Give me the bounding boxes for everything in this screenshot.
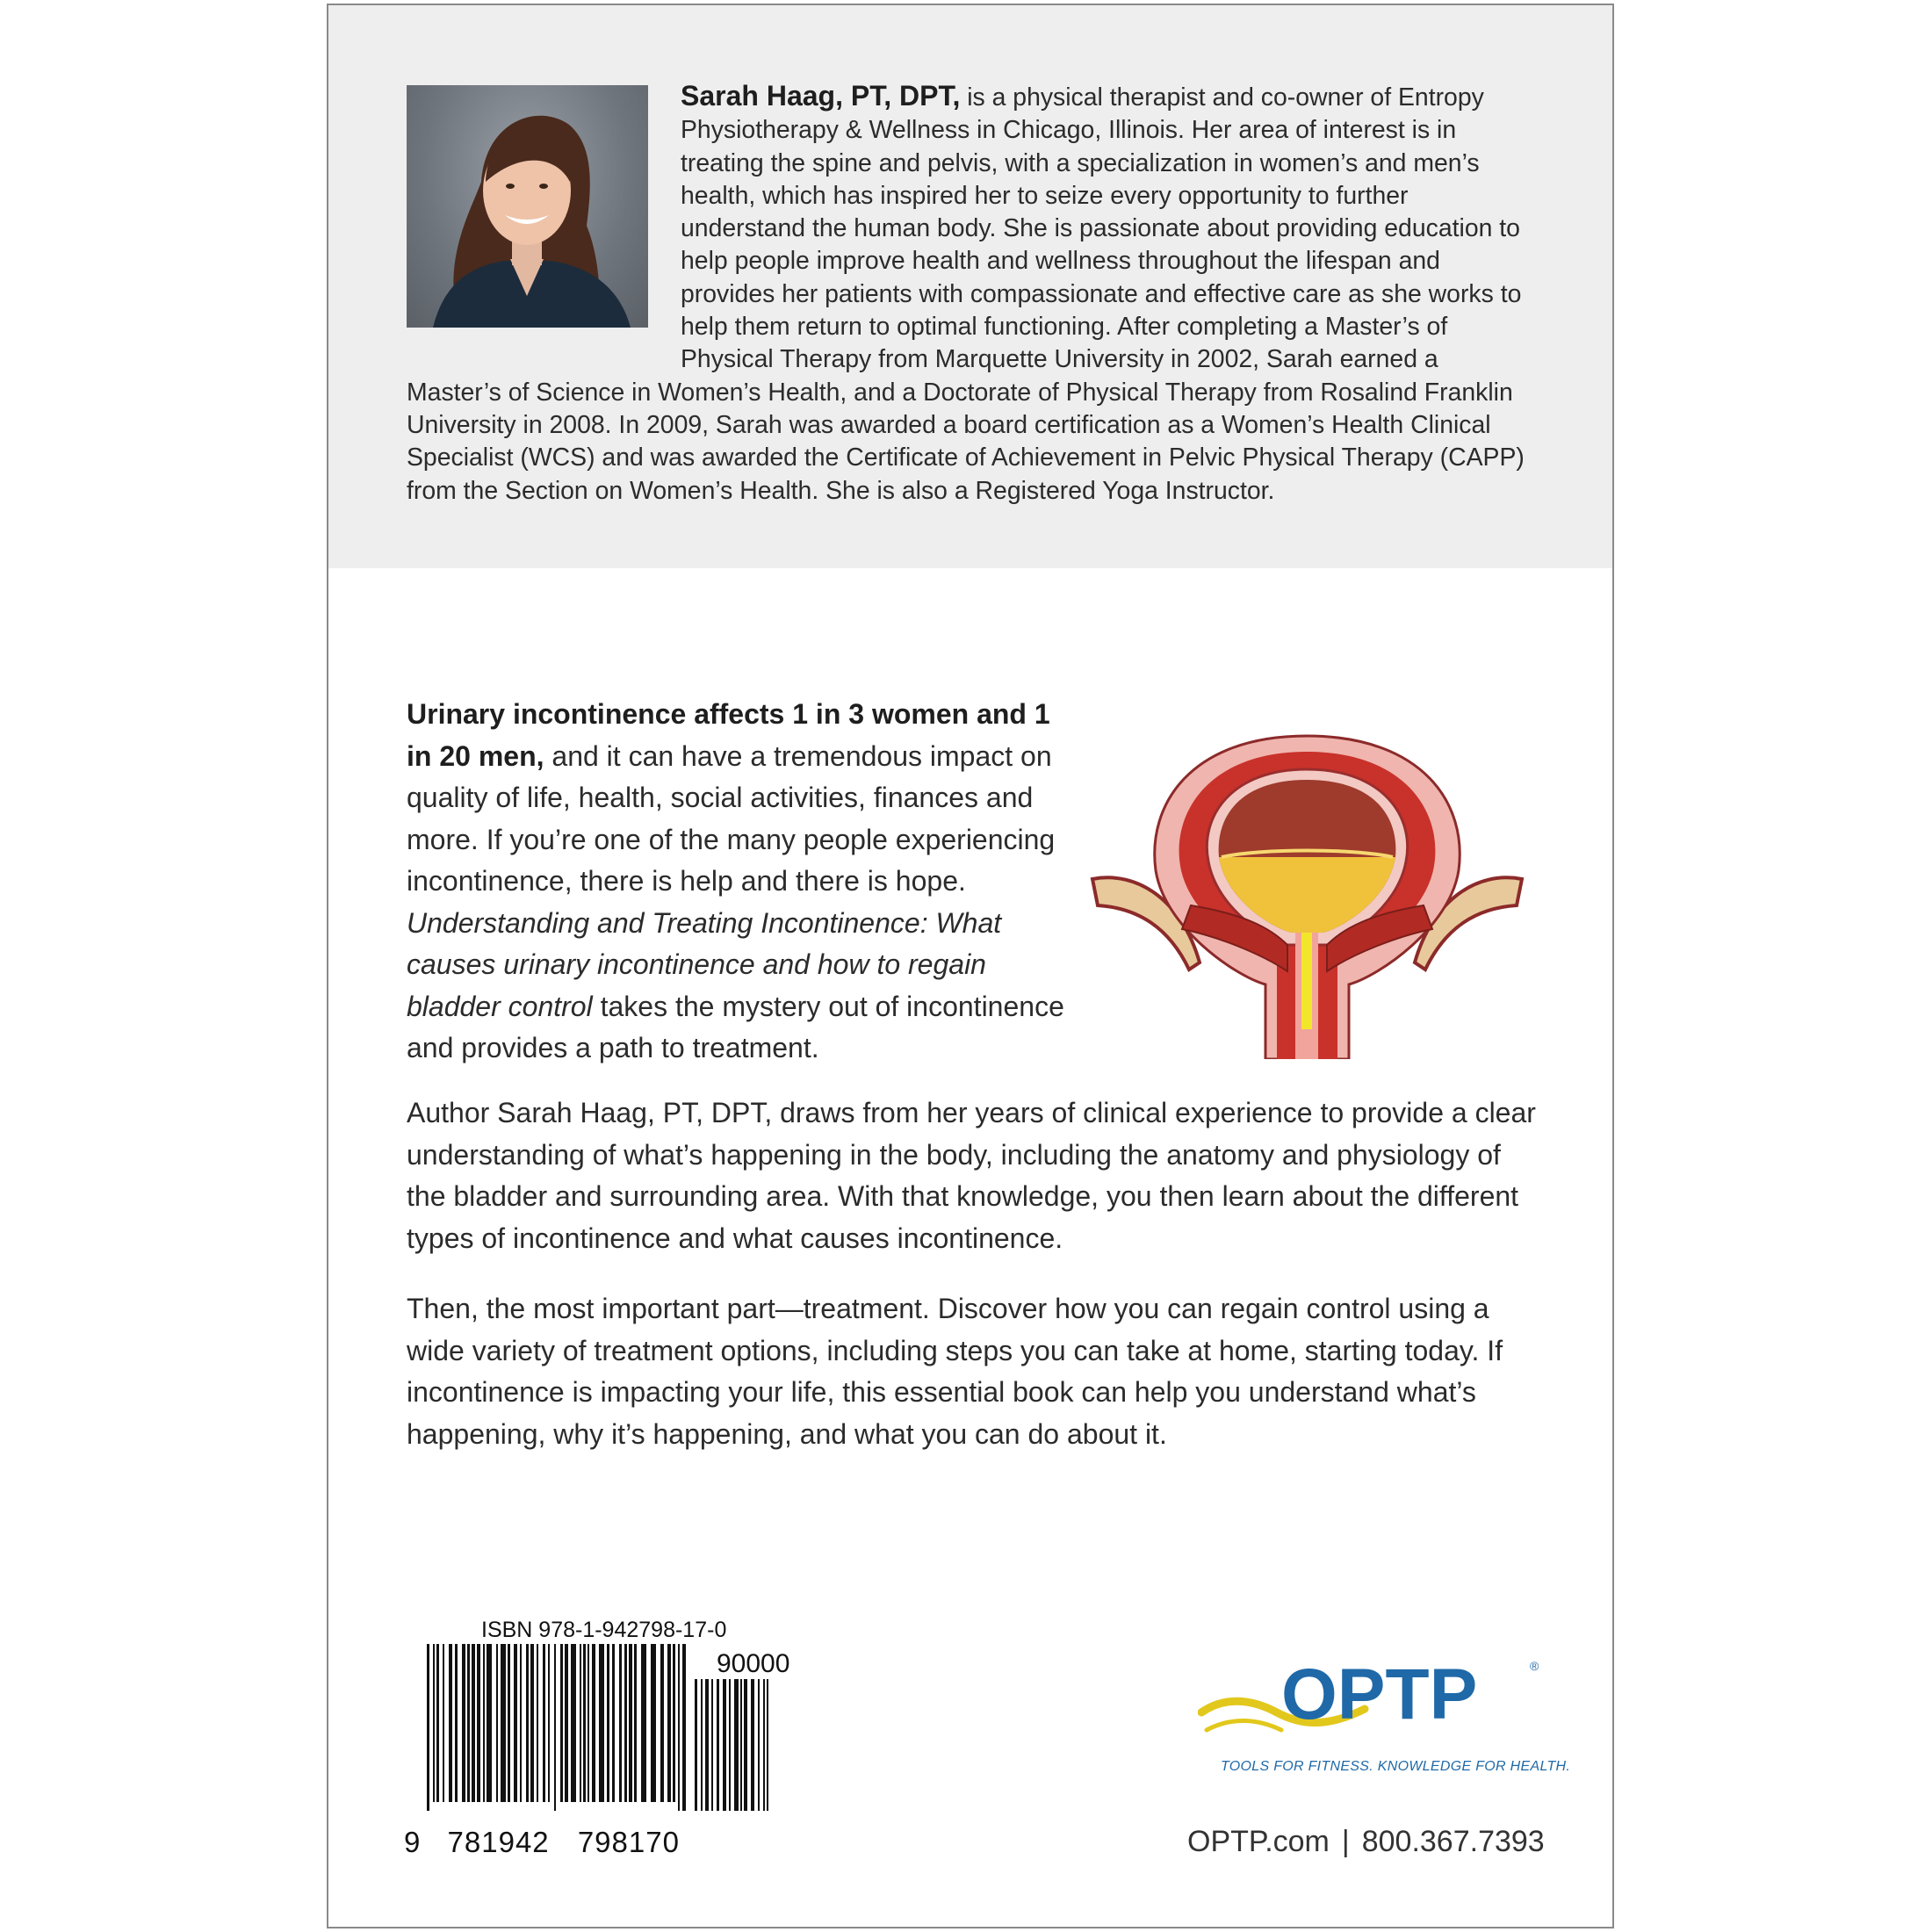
barcode-bar bbox=[695, 1679, 697, 1811]
description-paragraph: Author Sarah Haag, PT, DPT, draws from her years of clinical experience to provide a clear understanding of what’s happening in the body, including the anatomy and physiology of the bladder and surrounding area. With that knowledge, you then learn about the different types of incontinence and what causes incontinence. bbox=[407, 1097, 1536, 1254]
author-name: Sarah Haag, PT, DPT, bbox=[681, 80, 961, 112]
barcode-bar bbox=[565, 1644, 568, 1802]
barcode-bar bbox=[508, 1644, 510, 1802]
barcode-bar bbox=[520, 1644, 522, 1802]
bladder-illustration bbox=[1085, 725, 1529, 1059]
barcode-bar bbox=[477, 1644, 480, 1802]
barcode-bar bbox=[592, 1644, 595, 1802]
barcode-bar bbox=[496, 1644, 498, 1802]
barcode-bar bbox=[580, 1644, 581, 1802]
barcode-bar bbox=[701, 1679, 703, 1811]
author-bio bbox=[407, 80, 1539, 508]
description-paragraph: Then, the most important part—treatment. Discover how you can regain control using a wide variety of treatment options, including steps you can take at home, starting today. If incontinence is impacting your life, this essential book can help you understand what’s happening, why it’s happening, and what you can do about it. bbox=[407, 1293, 1503, 1450]
barcode-bar bbox=[571, 1644, 576, 1802]
book-title: Understanding and Treating Incontinence: What causes urinary incontinence and how to regain bladder control bbox=[407, 906, 1002, 1022]
barcode-bar bbox=[734, 1679, 739, 1811]
contact-separator: | bbox=[1341, 1825, 1350, 1858]
barcode-bar bbox=[433, 1644, 435, 1802]
barcode-bar bbox=[501, 1644, 506, 1802]
barcode-bar bbox=[660, 1644, 664, 1802]
barcode-digit-group-2: 798170 bbox=[577, 1826, 680, 1858]
barcode-bar bbox=[548, 1644, 550, 1802]
barcode-bar bbox=[543, 1644, 545, 1802]
barcode-bar bbox=[599, 1644, 604, 1802]
barcode-bar bbox=[449, 1644, 452, 1802]
barcode-bar bbox=[624, 1644, 627, 1802]
barcode-digits bbox=[404, 1826, 680, 1859]
barcode-bar bbox=[744, 1679, 747, 1811]
barcode-bar bbox=[455, 1644, 458, 1802]
barcode-bar bbox=[729, 1679, 731, 1811]
author-bio-text: is a physical therapist and co-owner of Entropy Physiotherapy & Wellness in Chicago, Illinois. Her area of interest is in treating the spine and pelvis, with a specialization in women’s and men’s health, which has inspired her to seize every opportunity to further understand the human body. She is passionate about providing education to help people improve health and wellness throughout the lifespan and provides her patients with compassionate and effective care as she works to help them return to optimal functioning. After completing a Master’s of Physical Therapy from Marquette University in 2002, Sarah earned a Master’s of Science in Women’s Health, and a Doctorate of Physical Therapy from Rosalind Franklin University in 2008. In 2009, Sarah was awarded a board certification as a Women’s Health Clinical Specialist (WCS) and was awarded the Certificate of Achievement in Pelvic Physical Therapy (CAPP) from the Section on Women’s Health. She is also a Registered Yoga Instructor. bbox=[407, 83, 1525, 505]
photo-spacer bbox=[407, 80, 681, 359]
barcode-bar bbox=[554, 1644, 556, 1811]
phone-number: 800.367.7393 bbox=[1361, 1825, 1545, 1858]
barcode-bar bbox=[607, 1644, 609, 1802]
barcode-bar bbox=[612, 1644, 615, 1802]
barcode-bar bbox=[723, 1679, 726, 1811]
barcode-bar bbox=[467, 1644, 470, 1802]
barcode-bar bbox=[763, 1679, 765, 1811]
publisher-contact bbox=[1187, 1825, 1545, 1859]
barcode-bar bbox=[682, 1644, 686, 1811]
barcode-bar bbox=[462, 1644, 465, 1802]
barcode-bar bbox=[537, 1644, 538, 1802]
book-back-cover bbox=[327, 4, 1614, 1928]
barcode-bar bbox=[472, 1644, 475, 1802]
barcode-bar bbox=[483, 1644, 485, 1802]
barcode-bar bbox=[514, 1644, 517, 1802]
barcode-bar bbox=[530, 1644, 534, 1802]
barcode-bar bbox=[673, 1644, 675, 1802]
barcode-bar bbox=[758, 1679, 760, 1811]
barcode-bar bbox=[487, 1644, 492, 1802]
barcode-bar bbox=[526, 1644, 529, 1802]
barcode-bar bbox=[751, 1679, 754, 1811]
barcode-bar bbox=[629, 1644, 632, 1802]
barcode bbox=[427, 1644, 769, 1811]
barcode-bar bbox=[443, 1644, 444, 1802]
intro-text: and it can have a tremendous impact on quality of life, health, social activities, finances and more. If you’re one of the many people experiencing incontinence, there is help and there is hope. bbox=[407, 739, 1056, 897]
logo-text: OPTP bbox=[1281, 1654, 1478, 1734]
barcode-bar bbox=[436, 1644, 439, 1802]
barcode-bar bbox=[583, 1644, 586, 1802]
barcode-bar bbox=[711, 1679, 713, 1811]
optp-logo bbox=[1198, 1653, 1549, 1749]
barcode-bar bbox=[619, 1644, 622, 1802]
barcode-bar bbox=[705, 1679, 709, 1811]
barcode-bar bbox=[740, 1679, 742, 1811]
barcode-bar bbox=[641, 1644, 646, 1802]
website-link[interactable]: OPTP.com bbox=[1187, 1825, 1330, 1858]
barcode-bar bbox=[767, 1679, 768, 1811]
barcode-bar bbox=[678, 1644, 680, 1811]
registered-mark: ® bbox=[1530, 1659, 1539, 1673]
intro-text-end: takes the mystery out of incontinence and provides a path to treatment. bbox=[407, 990, 1064, 1063]
barcode-bar bbox=[427, 1644, 429, 1811]
barcode-bar bbox=[717, 1679, 719, 1811]
barcode-bar bbox=[634, 1644, 637, 1802]
isbn-label: ISBN 978-1-942798-17-0 bbox=[481, 1618, 727, 1642]
barcode-bar bbox=[667, 1644, 671, 1802]
intro-paragraph bbox=[407, 694, 1074, 1070]
barcode-digit-first: 9 bbox=[404, 1826, 422, 1858]
barcode-digit-group-1: 781942 bbox=[447, 1826, 550, 1858]
barcode-addon-number: 90000 bbox=[717, 1649, 790, 1678]
intro-highlight: Urinary incontinence affects 1 in 3 women and 1 in 20 men, bbox=[407, 698, 1050, 772]
barcode-bar bbox=[560, 1644, 563, 1802]
barcode-bar bbox=[651, 1644, 656, 1802]
barcode-bar bbox=[588, 1644, 589, 1802]
publisher-tagline: TOOLS FOR FITNESS. KNOWLEDGE FOR HEALTH. bbox=[1221, 1759, 1571, 1774]
